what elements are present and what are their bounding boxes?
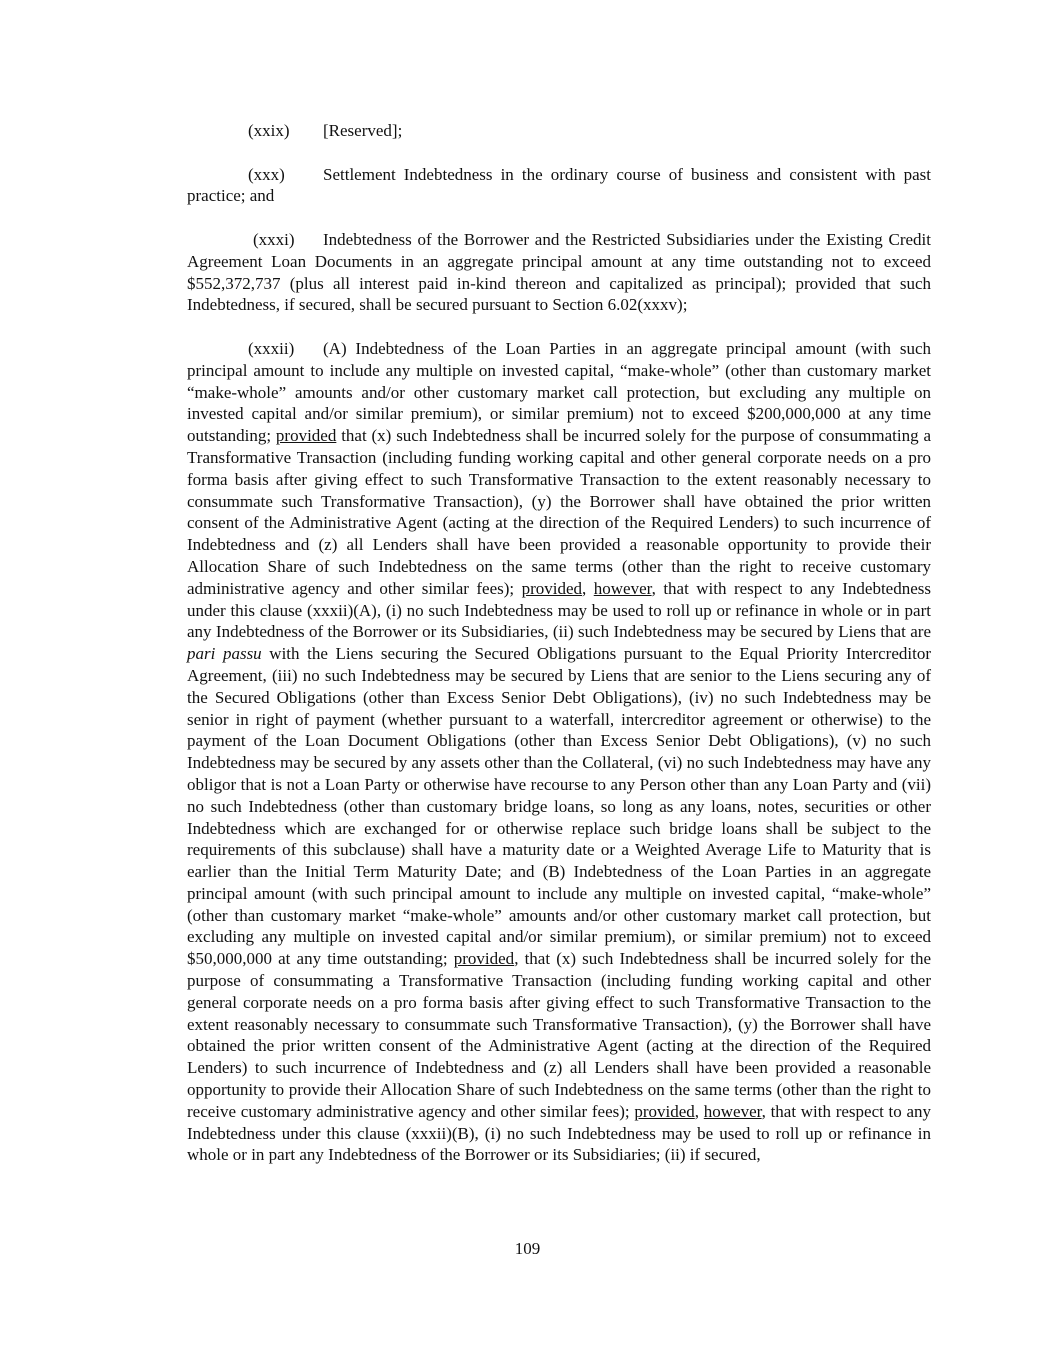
italic-term: pari passu — [187, 644, 262, 664]
underlined-term: provided — [634, 1101, 695, 1121]
underlined-term: however — [703, 1101, 762, 1121]
clause-text: Indebtedness of the Borrower and the Restricted Subsidiaries under the Existing Credit Agreement Loan Documents in an aggregate principal amount at any time outstanding not to exceed $552,372,737 (plus all interest paid in-kind thereon and capitalized as principal); provided that such Indebtedness, if secured, shall be secured pursuant to Section 6.02(xxxv); — [187, 229, 931, 315]
clause-xxix — [187, 120, 931, 142]
clause-text: Settlement Indebtedness in the ordinary course of business and consistent with past practice; and — [187, 164, 931, 206]
page-number: 109 — [514, 1239, 541, 1258]
clause-xxxi — [187, 229, 931, 316]
clause-label: (xxx) — [248, 164, 285, 184]
clause-label: (xxxi) — [253, 229, 295, 249]
clause-label: (xxxii) — [248, 338, 295, 358]
clause-text: (A) Indebtedness of the Loan Parties in an aggregate principal amount (with such principal amount to include any multiple on invested capital, “make-whole” (other than customary market “make-whole” amounts and/or other customary market call protection, but excluding any multiple on invested capital and/or similar premium), or similar premium) not to exceed $200,000,000 at any time outstanding; — [187, 338, 931, 446]
underlined-term: provided — [453, 949, 515, 969]
clause-xxxii — [187, 338, 931, 1166]
underlined-term: provided — [275, 426, 337, 446]
clause-text: , — [694, 1101, 704, 1121]
underlined-term: provided — [521, 578, 583, 598]
clause-text: that (x) such Indebtedness shall be incurred solely for the purpose of consummating a Transformative Transaction (including funding working capital and other general corporate needs on a pro forma basis after giving effect to such Transformative Transaction to the extent reasonably necessary to consummate such Transformative Transaction), (y) the Borrower shall have obtained the prior written consent of the Administrative Agent (acting at the direction of the Required Lenders) to such incurrence of Indebtedness and (z) all Lenders shall have been provided a reasonable opportunity to provide their Allocation Share of such Indebtedness on the same terms (other than the right to receive customary administrative agency and other similar fees); — [187, 426, 931, 598]
clause-text: , that (x) such Indebtedness shall be incurred solely for the purpose of consummating a Transformative Transaction (including funding working capital and other general corporate needs on a pro forma basis after giving effect to such Transformative Transaction to the extent reasonably necessary to consummate such Transformative Transaction), (y) the Borrower shall have obtained the prior written consent of the Administrative Agent (acting at the direction of the Required Lenders) to such incurrence of Indebtedness and (z) all Lenders shall have been provided a reasonable opportunity to provide their Allocation Share of such Indebtedness on the same terms (other than the right to receive customary administrative agency and other similar fees); — [187, 949, 931, 1121]
clause-text: , that with respect to any Indebtedness under this clause (xxxii)(B), (i) no such Indebtedness may be used to roll up or refinance in whole or in part any Indebtedness of the Borrower or its Subsidiaries; (ii) if secured, — [187, 1101, 932, 1165]
clause-text: with the Liens securing the Secured Obligations pursuant to the Equal Priority Intercreditor Agreement, (iii) no such Indebtedness may be secured by Liens that are senior to the Liens securing any of the Secured Obligations (other than Excess Senior Debt Obligations), (iv) no such Indebtedness may be senior in right of payment (whether pursuant to a waterfall, intercreditor agreement or otherwise) to the payment of the Loan Document Obligations (other than Excess Senior Debt Obligations), (v) no such Indebtedness may be secured by any assets other than the Collateral, (vi) no such Indebtedness may have any obligor that is not a Loan Party or otherwise have recourse to any Person other than any Loan Party and (vii) no such Indebtedness (other than customary bridge loans, so long as any loans, notes, securities or other Indebtedness which are exchanged for or otherwise replace such bridge loans shall be subject to the requirements of this subclause) shall have a maturity date or a Weighted Average Life to Maturity that is earlier than the Initial Term Maturity Date; and (B) Indebtedness of the Loan Parties in an aggregate principal amount (with such principal amount to include any multiple on invested capital, “make-whole” (other than customary market “make-whole” amounts and/or other customary market call protection, but excluding any multiple on invested capital and/or similar premium), or similar premium) not to exceed $50,000,000 at any time outstanding; — [187, 644, 931, 969]
clause-text: [Reserved]; — [323, 121, 403, 140]
underlined-term: however — [593, 578, 652, 598]
clause-text: , that with respect to any Indebtedness under this clause (xxxii)(A), (i) no such Indebtedness may be used to roll up or refinance in whole or in part any Indebtedness of the Borrower or its Subsidiaries, (ii) such Indebtedness may be secured by Liens that are — [187, 578, 931, 642]
clause-text: , — [582, 578, 594, 598]
clause-label: (xxix) — [248, 121, 290, 140]
clause-xxx — [187, 164, 931, 208]
document-page — [187, 120, 931, 1188]
